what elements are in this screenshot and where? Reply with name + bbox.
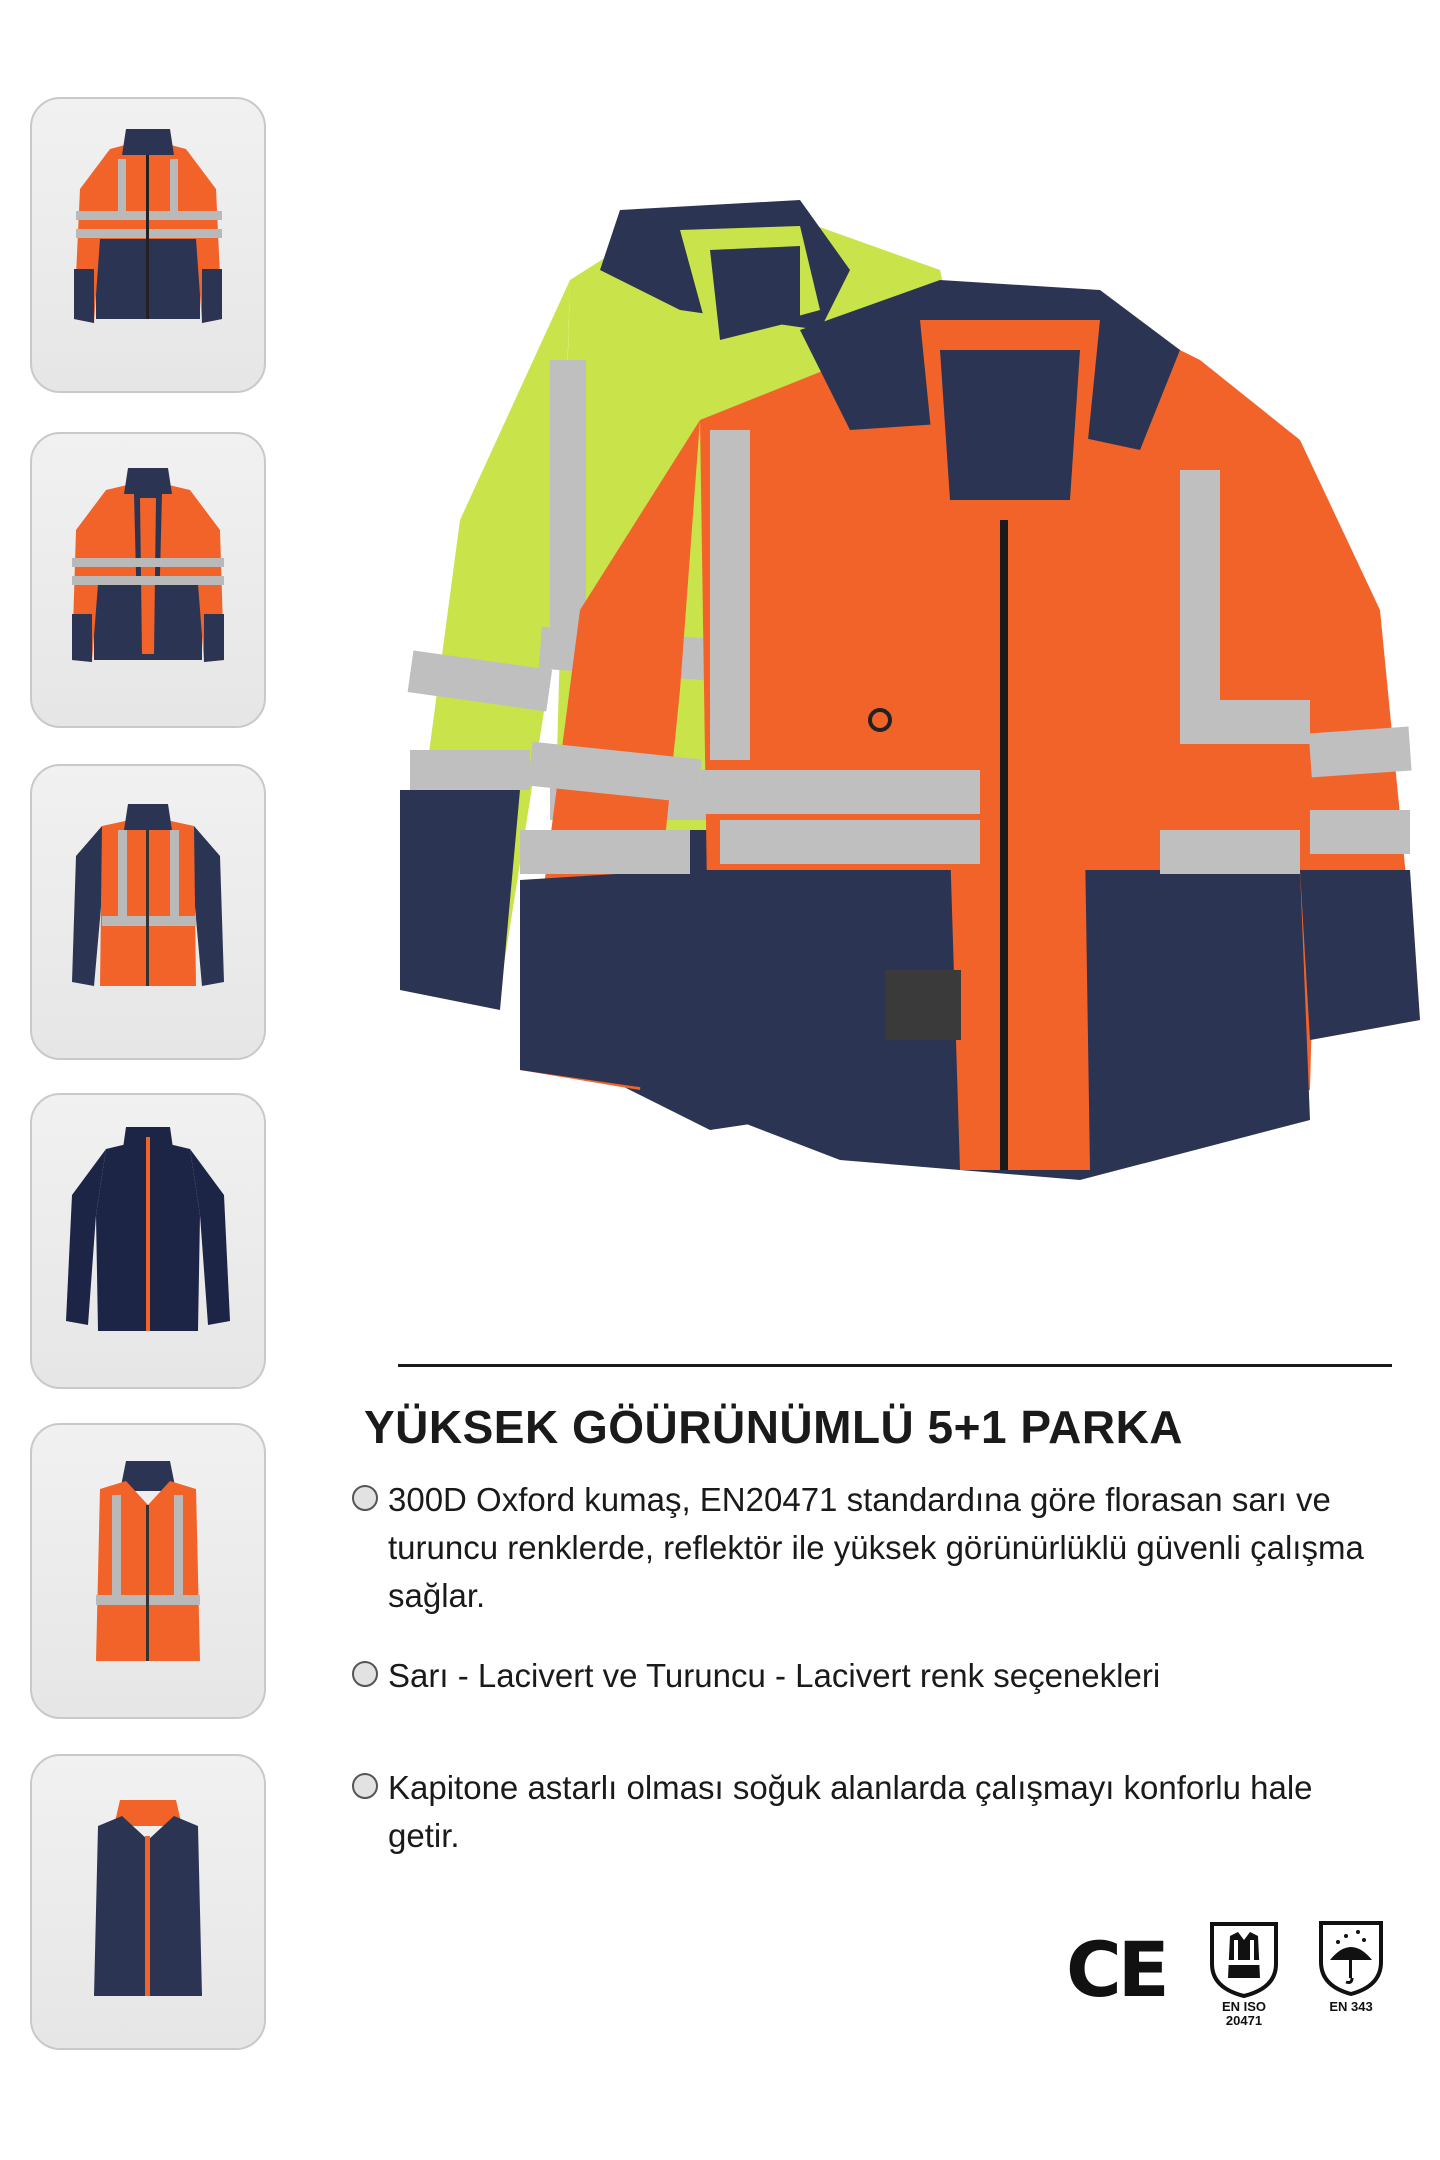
parka-orange-navy-icon	[50, 119, 246, 371]
feature-item	[352, 1652, 1382, 1700]
thumbnail-1[interactable]	[30, 97, 266, 393]
bullet-icon	[352, 1485, 378, 1511]
vest-orange-icon	[50, 1445, 246, 1697]
fleece-jacket-icon	[50, 1115, 246, 1367]
ce-mark-icon: CE	[1066, 1925, 1166, 2014]
thumbnail-2[interactable]	[30, 432, 266, 728]
thumbnail-3[interactable]	[30, 764, 266, 1060]
feature-text: 300D Oxford kumaş, EN20471 standardına göre florasan sarı ve turuncu renklerde, reflektör ile yüksek görünürlüklü güvenli çalışma sağlar.	[388, 1481, 1364, 1614]
title-divider	[398, 1364, 1392, 1367]
vest-navy-icon	[50, 1776, 246, 2028]
feature-item	[352, 1764, 1382, 1860]
en-iso-label	[1206, 2000, 1282, 2028]
thumbnail-6[interactable]	[30, 1754, 266, 2050]
hero-product-image	[380, 190, 1430, 1270]
en-iso-line-2: 20471	[1225, 2013, 1263, 2028]
bullet-icon	[352, 1773, 378, 1799]
thumbnail-5[interactable]	[30, 1423, 266, 1719]
en-iso-line-1: EN ISO	[1221, 1999, 1267, 2014]
thumbnail-4[interactable]	[30, 1093, 266, 1389]
en-iso-20471-shield-icon	[1206, 1918, 1282, 2000]
product-title: YÜKSEK GÖÜRÜNÜMLÜ 5+1 PARKA	[364, 1401, 1184, 1453]
jacket-orange-body-icon	[50, 786, 246, 1038]
parka-layered-icon	[50, 454, 246, 706]
bullet-icon	[352, 1661, 378, 1687]
feature-text: Sarı - Lacivert ve Turuncu - Lacivert renk seçenekleri	[388, 1657, 1161, 1694]
feature-text: Kapitone astarlı olması soğuk alanlarda çalışmayı konforlu hale getir.	[388, 1769, 1313, 1854]
en-343-label: EN 343	[1329, 1999, 1373, 2014]
feature-item	[352, 1476, 1382, 1620]
en-343-umbrella-shield-icon	[1316, 1918, 1386, 1998]
